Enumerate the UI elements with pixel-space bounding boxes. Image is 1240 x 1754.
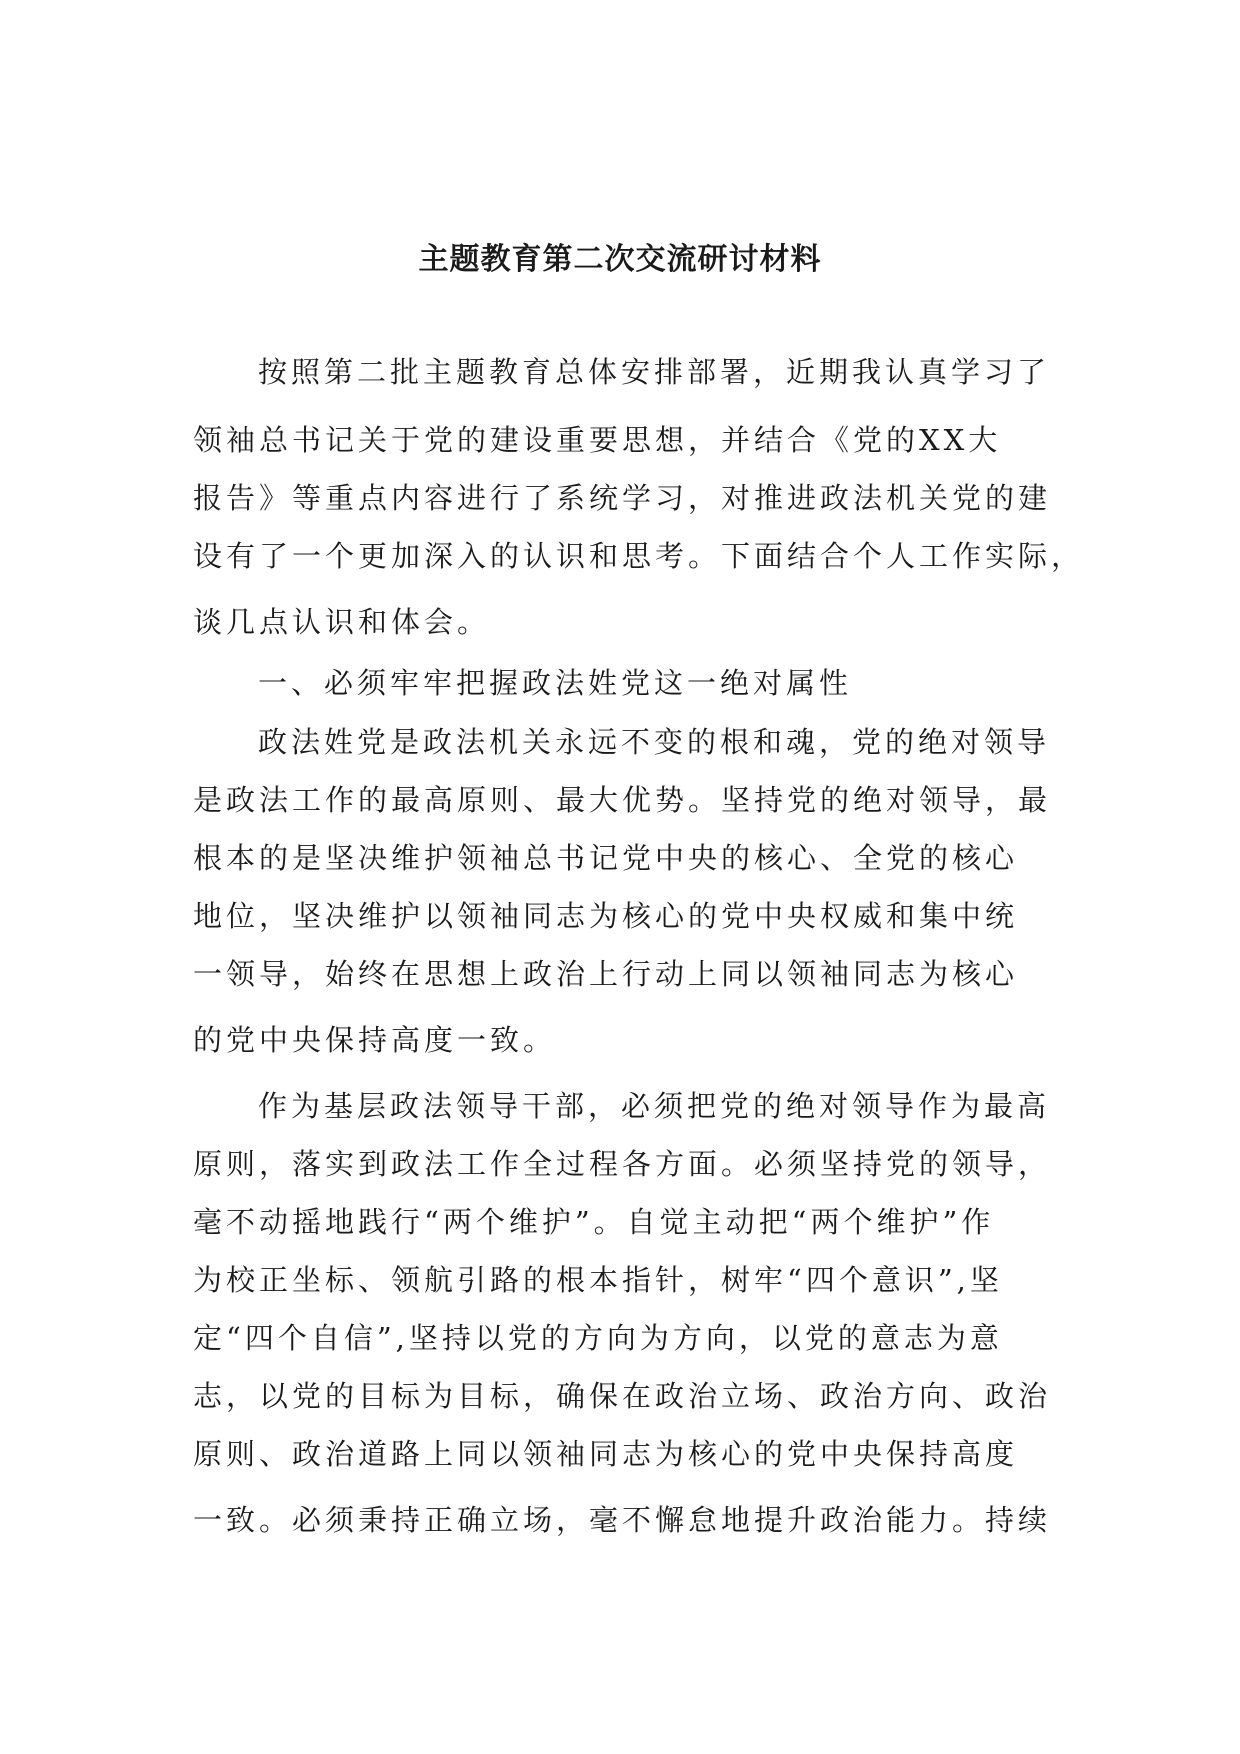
paragraph-line: 报告》等重点内容进行了系统学习，对推进政法机关党的建	[193, 481, 1052, 515]
paragraph-line: 地位，坚决维护以领袖同志为核心的党中央权威和集中统	[193, 899, 1019, 933]
paragraph-line: 谈几点认识和体会。	[193, 605, 491, 639]
paragraph-line: 定“四个自信”,坚持以党的方向为方向，以党的意志为意	[193, 1321, 1003, 1355]
section-heading: 一、必须牢牢把握政法姓党这一绝对属性	[258, 666, 853, 700]
paragraph-line: 的党中央保持高度一致。	[193, 1023, 557, 1057]
paragraph-line: 原则，落实到政法工作全过程各方面。必须坚持党的领导，	[193, 1147, 1052, 1181]
paragraph-line: 原则、政治道路上同以领袖同志为核心的党中央保持高度	[193, 1437, 1019, 1471]
paragraph-line: 根本的是坚决维护领袖总书记党中央的核心、全党的核心	[193, 841, 1019, 875]
document-title: 主题教育第二次交流研讨材料	[418, 242, 822, 277]
paragraph-line: 志，以党的目标为目标，确保在政治立场、政治方向、政治	[193, 1379, 1052, 1413]
paragraph-line: 一致。必须秉持正确立场，毫不懈怠地提升政治能力。持续	[193, 1503, 1052, 1537]
paragraph-line: 作为基层政法领导干部，必须把党的绝对领导作为最高	[258, 1089, 1051, 1123]
paragraph-line: 政法姓党是政法机关永远不变的根和魂，党的绝对领导	[258, 725, 1051, 759]
paragraph-line: 为校正坐标、领航引路的根本指针，树牢“四个意识”,坚	[193, 1263, 1003, 1297]
paragraph-line: 一领导，始终在思想上政治上行动上同以领袖同志为核心	[193, 957, 1019, 991]
paragraph-line: 按照第二批主题教育总体安排部署，近期我认真学习了	[258, 355, 1051, 389]
paragraph-line: 是政法工作的最高原则、最大优势。坚持党的绝对领导，最	[193, 783, 1052, 817]
paragraph-line: 毫不动摇地践行“两个维护”。自觉主动把“两个维护”作	[193, 1205, 995, 1239]
paragraph-line: 设有了一个更加深入的认识和思考。下面结合个人工作实际，	[193, 539, 1085, 573]
paragraph-line: 领袖总书记关于党的建设重要思想，并结合《党的XX大	[193, 423, 1002, 457]
